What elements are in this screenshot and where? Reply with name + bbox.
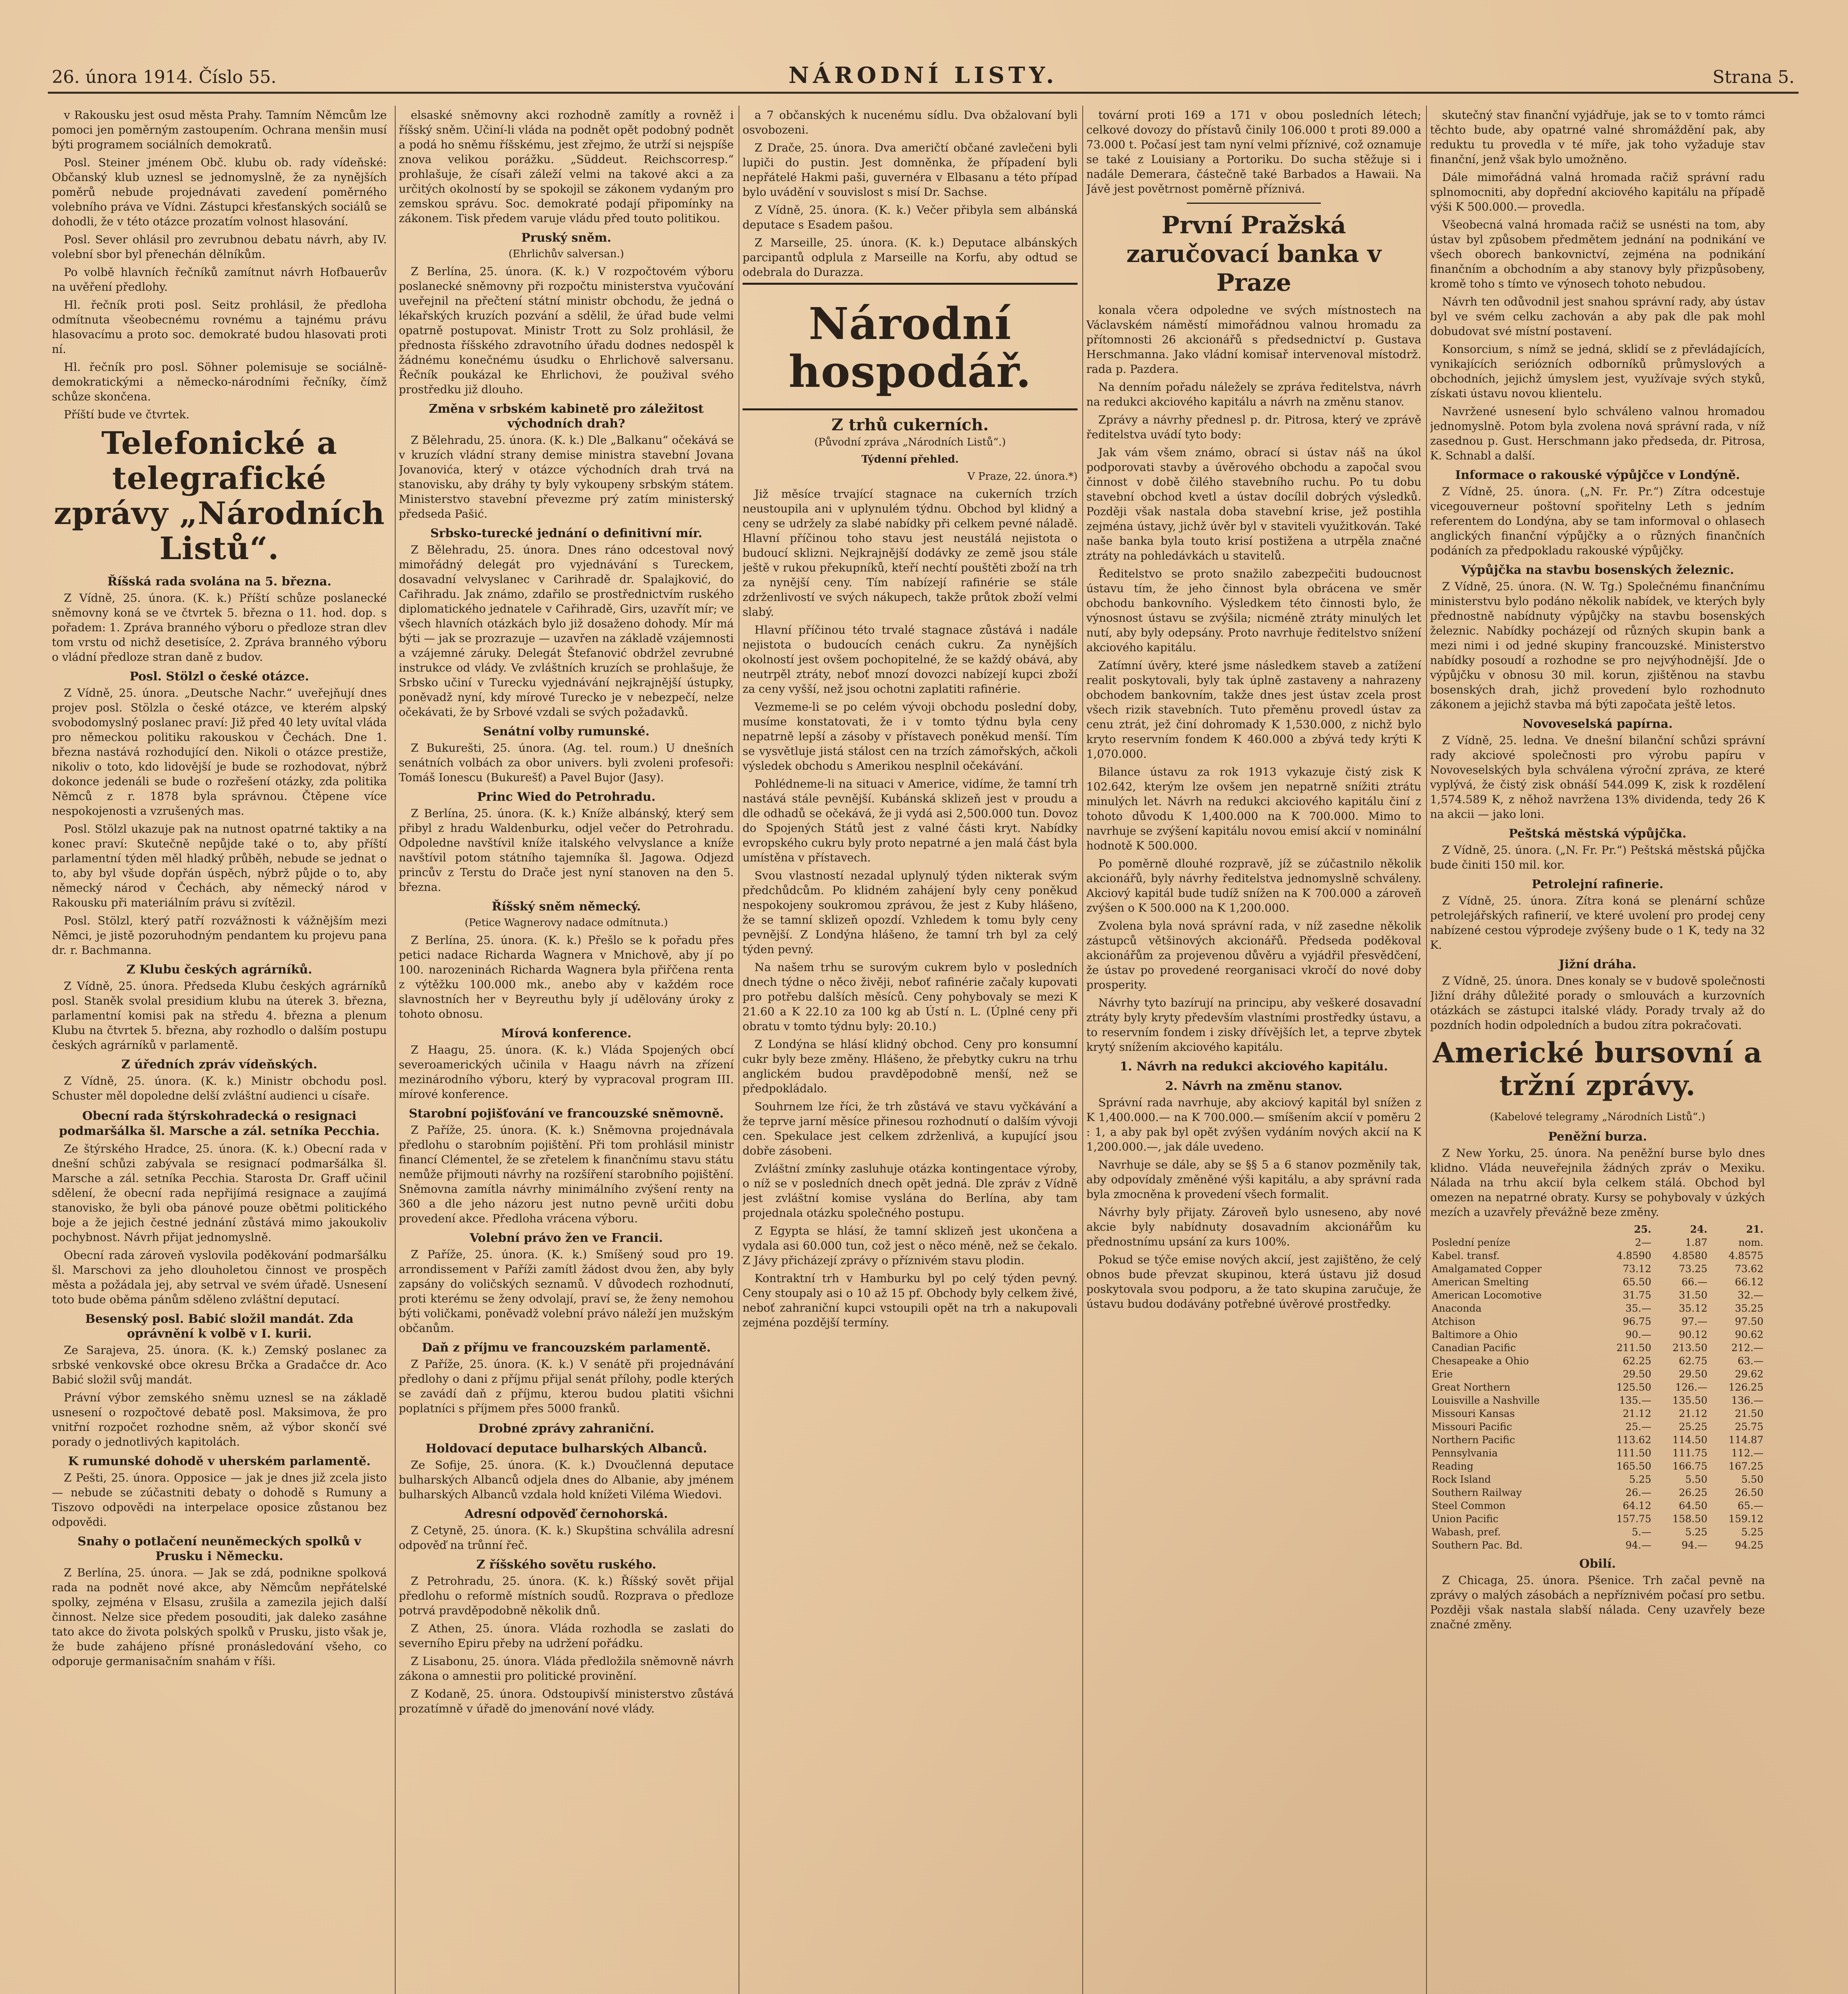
table-row: [1430, 1407, 1765, 1420]
article-text: konala včera odpoledne ve svých místnostech na Václavském náměstí mimořádnou valnou hromadu za přítomnosti 26 akcionářů s předsednictví p. Gustava Herschmanna. Jako vládní komisař intervenoval místodrž. rada p. Pazdera.: [1086, 303, 1421, 376]
table-row: [1430, 1512, 1765, 1525]
article-text: Hl. řečník proti posl. Seitz prohlásil, že předloha odmítnuta všeobecnému rovnému a tajnému právu hlasovacímu a proto soc. demokraté budou hlasovati proti ní.: [52, 298, 387, 356]
article-heading: Senátní volby rumunské.: [483, 725, 650, 739]
section-title-box: [743, 283, 1078, 410]
security-name-cell: American Locomotive: [1432, 1289, 1542, 1301]
article-text: Posl. Stölzl, který patří rozvážnosti k vážnějším mezi Němci, je jistě pozoruhodným pendantem ku projevu pana dr. r. Bachmanna.: [52, 914, 387, 957]
article-text: Z Petrohradu, 25. února. (K. k.) Říšský sovět přijal předlohu o reformě místních soudů. Rozprava o předloze potrvá pravděpodobně několik dnů.: [399, 1574, 734, 1617]
quote-cell: 21.12: [1679, 1408, 1708, 1419]
quote-cell: 73.12: [1623, 1263, 1651, 1275]
article-heading: Volební právo žen ve Francii.: [469, 1231, 663, 1245]
quote-cell: 94.—: [1681, 1539, 1708, 1551]
section-title-economy: Národní hospodář.: [788, 298, 1032, 397]
article-heading: Z úředních zpráv vídeňských.: [121, 1058, 317, 1072]
table-row: [1430, 1367, 1765, 1381]
table-header-cell: 21.: [1746, 1224, 1763, 1235]
quote-cell: 213.50: [1672, 1342, 1708, 1354]
column-1: [52, 108, 387, 1994]
quote-cell: 1.87: [1685, 1237, 1708, 1248]
quote-cell: 135.—: [1619, 1395, 1651, 1406]
quote-cell: 111.75: [1672, 1447, 1708, 1459]
quote-cell: 5.50: [1741, 1474, 1763, 1485]
quote-cell: 35.—: [1625, 1302, 1651, 1314]
security-name-cell: Reading: [1432, 1460, 1474, 1472]
article-text: Z Kodaně, 25. února. Odstoupivší ministerstvo zůstává prozatímně v úřadě do jmenování nové vlády.: [399, 1687, 734, 1715]
article-text: elsaské sněmovny akci rozhodně zamítly a rovněž i říšský sněm. Učiní-li vláda na podnět opět podobný podnět a podá ho sněmu říšskému, jest zřejmo, že utrží si nejspíše znova velikou porážku. „Süddeut. Reichscorresp.“ prohlašuje, že císaři záleží velmi na takové akci a za určitých okolností by se spokojil se zákonem vydaným pro zemskou správu. Soc. demokraté podají připomínky na zákonem. Tisk předem varuje vládu před touto politikou.: [399, 108, 734, 225]
page-number: Strana 5.: [1712, 67, 1795, 87]
article-text: Zprávy a návrhy přednesl p. dr. Pitrosa, který ve zprávě ředitelstva uvádí tyto body:: [1086, 413, 1421, 441]
quote-cell: 62.75: [1679, 1355, 1708, 1367]
quote-cell: 35.25: [1735, 1302, 1763, 1314]
article-heading: Besenský posl. Babić složil mandát. Zda oprávnění k volbě v I. kurii.: [85, 1312, 354, 1341]
security-name-cell: Union Pacific: [1432, 1513, 1499, 1525]
article-text: Z Londýna se hlásí klidný obchod. Ceny pro konsumní cukr byly beze změny. Hlášeno, že přebytky cukru na trhu anglickém budou pravděpodobně menší, než se předpokládalo.: [743, 1038, 1078, 1095]
article-text: Navrhuje se dále, aby se §§ 5 a 6 stanov pozměnily tak, aby odpovídaly změněné výši kapitálu, a aby správní rada byla zmocněna k provedení všech formalit.: [1086, 1158, 1421, 1201]
article-heading: Srbsko-turecké jednání o definitivní mír.: [430, 526, 703, 540]
stock-quotes-table: [1430, 1223, 1765, 1552]
page-header: [48, 60, 1799, 94]
article-text: Z Egypta se hlásí, že tamní sklizeň jest ukončena a vydala asi 60.000 tun, což jest o něco méně, než se čekalo. Z Jávy přicházejí zprávy o příznivém stavu plodin.: [743, 1224, 1078, 1267]
security-name-cell: Anaconda: [1432, 1302, 1482, 1314]
article-text: Dále mimořádná valná hromada račiž správní radu splnomocniti, aby dopřední akciového kapitálu na případě výši K 500.000.— provedla.: [1430, 171, 1765, 213]
article-heading: Peněžní burza.: [1548, 1130, 1647, 1144]
quote-cell: 97.50: [1735, 1316, 1763, 1327]
article-text: Z Cetyně, 25. února. (K. k.) Skupština schválila adresní odpověď na trůnní řeč.: [399, 1524, 734, 1552]
security-name-cell: Baltimore a Ohio: [1432, 1329, 1518, 1340]
quote-cell: 135.50: [1672, 1395, 1708, 1406]
section-title-american: Americké bursovní a tržní zprávy.: [1432, 1036, 1763, 1102]
security-name-cell: Northern Pacific: [1432, 1434, 1515, 1446]
issue-date: 26. února 1914. Číslo 55.: [52, 67, 277, 87]
article-heading: Obecní rada štýrskohradecká o resignaci podmaršálka šl. Marsche a zál. setníka Pecchia.: [59, 1109, 380, 1138]
article-text: Již měsíce trvající stagnace na cukerních trzích neustoupila ani v uplynulém týdnu. Obchod byl klidný a ceny se udržely za slabé nabídky při celkem pevné náladě. Hlavní příčinou toho stavu jest neustálá nejistota o budoucí sklizni. Nejkrajnější dodávky ze země jsou stále ještě v rukou překupníků, kteří nechtí pouštěti zboží na trh za nynější ceny. Tím nabízejí rafinérie se stále zdrženlivostí ve svých nákupech, takže průtok zboží velmi slabý.: [743, 487, 1078, 619]
article-text: tovární proti 169 a 171 v obou posledních létech; celkové dovozy do přístavů činily 106.000 t proti 89.000 a 73.000 t. Počasí jest tam nyní velmi příznivé, což oznamuje se také z Louisiany a Portoriku. Do sucha stěžuje si i nadále Demerara, částečně také Barbados a Hawaii. Na Jávě jest povětrnost poměrně příznivá.: [1086, 108, 1421, 195]
article-text: Z Vídně, 25. února. (K. k.) Příští schůze poslanecké sněmovny koná se ve čtvrtek 5. března o 11. hod. dop. s pořadem: 1. Zpráva branného výboru o předloze stran dlev tom vrstu od nichž desetisíce, 2. Zpráva branného výboru o vládní předloze stran daně z budov.: [52, 591, 387, 664]
security-name-cell: Atchison: [1432, 1316, 1476, 1327]
column-rule: [1082, 106, 1083, 1994]
quote-cell: 64.12: [1623, 1500, 1651, 1511]
security-name-cell: Missouri Pacific: [1432, 1421, 1512, 1432]
article-subheading: (Kabelové telegramy „Národních Listů“.): [1489, 1111, 1706, 1123]
article-heading: Informace o rakouské výpůjčce v Londýně.: [1455, 468, 1740, 482]
article-heading: Z říšského sovětu ruského.: [476, 1558, 656, 1572]
table-body: [1430, 1236, 1765, 1552]
article-text: Z Berlína, 25. února. (K. k.) Přešlo se k pořadu přes petici nadace Richarda Wagnera v Mnichově, aby jí po 100. narozeninách Richarda Wagnera byla přiřčena renta z výtěžku 100.000 mk., anebo aby v každém roce slavnostních her v Beyreuthu byly jí udělovány úroky z tohoto obnosu.: [399, 934, 734, 1021]
quote-cell: 4.8580: [1672, 1250, 1708, 1261]
article-heading: Peštská městská výpůjčka.: [1509, 827, 1686, 841]
table-row: [1430, 1249, 1765, 1262]
article-heading: Posl. Stölzl o české otázce.: [130, 670, 309, 684]
quote-cell: 21.50: [1735, 1408, 1763, 1419]
quote-cell: 63.—: [1738, 1355, 1763, 1367]
quote-cell: 25.25: [1679, 1421, 1708, 1432]
table-row: [1430, 1262, 1765, 1275]
article-heading: Z trhů cukerních.: [831, 416, 989, 434]
quote-cell: 62.25: [1623, 1355, 1651, 1367]
column-3: [743, 108, 1078, 1994]
article-text: Z Bukurešti, 25. února. (Ag. tel. roum.) U dnešních senátních volbách za obor univers. byli zvoleni profesoři: Tomáš Ionescu (Bukurešť) a Pavel Bujor (Jasy).: [399, 741, 734, 784]
table-row: [1430, 1486, 1765, 1499]
dateline: V Praze, 22. února.*): [967, 471, 1078, 483]
article-heading: 1. Návrh na redukci akciového kapitálu.: [1119, 1060, 1388, 1074]
table-row: [1430, 1381, 1765, 1394]
article-text: Na denním pořadu náležely se zpráva ředitelstva, návrh na redukci akciového kapitálu a návrh na změnu stanov.: [1086, 380, 1421, 408]
table-row: [1430, 1275, 1765, 1289]
quote-cell: 66.12: [1735, 1276, 1763, 1288]
article-text: Z Vídně, 25. února. („N. Fr. Pr.“) Zítra odcestuje vicegouverneur poštovní spořitelny Leth s jedním referentem do Londýna, aby se tam informoval o ohlasech anglických finanční výpůjčky a o různých finančních podáních za předpokladu rakouské výpůjčky.: [1430, 485, 1765, 557]
quote-cell: 167.25: [1728, 1460, 1763, 1472]
security-name-cell: Erie: [1432, 1368, 1453, 1380]
article-text: Svou vlastností nezadal uplynulý týden nikterak svým předchůdcům. Po klidném zahájení byly ceny poněkud nespokojeny soukromou zprávou, že jest z Kuby hlášeno, že se tamní sklizeň opozdí. Vzhledem k tomu byly ceny pevnější. Z Londýna hlášeno, že tamní trh byl za celý týden pevný.: [743, 869, 1078, 956]
article-text: Návrh ten odůvodnil jest snahou správní rady, aby ústav byl ve svém celku zachován a aby pak dle pak mohl dobudovat své místní postavení.: [1430, 295, 1765, 338]
article-text: Příští bude ve čtvrtek.: [64, 408, 190, 421]
article-text: Zatímní úvěry, které jsme následkem staveb a zatížení realit poskytovali, byly tak úplně zastaveny a nahrazeny obchodem bankovním, takže dnes jest ústav zcela prost všech rizik stavebních. Tuto přeměnu provedl ústav za cenu ztrát, jež činí dohromady K 1,530.000, z nichž bylo kryto reservním fondem K 460.000 a zbývá tedy krýti K 1,070.000.: [1086, 659, 1421, 761]
table-row: [1430, 1315, 1765, 1328]
article-text: Z Vídně, 25. února. („N. Fr. Pr.“) Peštská městská půjčka bude činiti 150 mil. kor.: [1430, 843, 1765, 871]
quote-cell: 5.25: [1685, 1526, 1708, 1538]
security-name-cell: Poslední peníze: [1432, 1237, 1511, 1248]
article-text: Z Berlína, 25. února. — Jak se zdá, podnikne spolková rada na podnět nové akce, aby Němcům nepřátelské spolky, zejména v Elsasu, zrušila a zamezila jejich další činnost. Nelze sice předem posouditi, jak daleko zasáhne tato akce do života polských spolků v Prusku, jisto však je, že bude zahájeno přísné pronásledování všeho, co odporuje germanisačním snahám v říši.: [52, 1566, 387, 1668]
quote-cell: nom.: [1738, 1237, 1763, 1248]
article-heading: Mírová konference.: [501, 1027, 632, 1040]
table-header-cell: [1430, 1223, 1597, 1236]
quote-cell: 157.75: [1616, 1513, 1651, 1525]
quote-cell: 111.50: [1616, 1447, 1651, 1459]
quote-cell: 90.—: [1625, 1329, 1651, 1340]
article-heading: Drobné zprávy zahraniční.: [478, 1422, 654, 1436]
article-text: Jak vám všem známo, obrací si ústav náš na úkol podporovati stavby a úvěrového obchodu a započal svou činnost v době čilého stavebního ruchu. Po tu dobu stavební obchod kvetl a ústav docílil dobrých výsledků. Později však nastala doba stavební krise, jež postihla zejména ústavy, jichž úvěr byl v staviteli využitkován. Také naše banka byla touto krisí postižena a utrpěla značné ztráty na pohledávkách u stavitelů.: [1086, 446, 1421, 562]
quote-cell: 166.75: [1672, 1460, 1708, 1472]
article-text: Z Vídně, 25. února. „Deutsche Nachr.“ uveřejňují dnes projev posl. Stölzla o české otázce, ve kterém alpský svobodomyslný poslanec praví: Již před 40 lety uvítal vláda pro německou politiku rakouskou v Čechách. Dne 1. března nastává rozhodující den. Nikoli o otázce prestiže, nikoliv o toto, kdo lidovější je bude se rozhodovat, nýbrž dokonce jedenáli se bude o rozřešení otázky, zda politika Němců z r. 1878 byla správnou. Čtěpene více nespokojenosti a vzrušených mas.: [52, 686, 387, 818]
quote-cell: 26.—: [1625, 1487, 1651, 1498]
article-subheading: Týdenní přehled.: [861, 453, 959, 465]
table-row: [1430, 1354, 1765, 1367]
article-text: Z Paříže, 25. února. (K. k.) V senátě při projednávání předlohy o dani z příjmu přijal senát přílohy, podle kterých se zavádí daň z příjmu, kterou budou platiti všichni poplatníci s příjmem přes 5000 franků.: [399, 1358, 734, 1415]
article-subheading: (Ehrlichův salversan.): [508, 248, 624, 260]
quote-cell: 212.—: [1731, 1342, 1763, 1354]
article-text: Z Vídně, 25. února. Předseda Klubu českých agrárníků posl. Staněk svolal presidium klubu na úterek 3. března, parlamentní komisi pak na středu 4. března a plenum Klubu na čtvrtek 5. března, aby rozhodlo o dalším postupu českých agrárníků v parlamentě.: [52, 979, 387, 1052]
article-heading: Starobní pojišťování ve francouzské sněmovně.: [409, 1107, 724, 1121]
security-name-cell: Pennsylvania: [1432, 1447, 1498, 1459]
quote-cell: 94.—: [1625, 1539, 1651, 1551]
table-row: [1430, 1539, 1765, 1552]
article-text: Konsorcium, s nímž se jedná, sklidí se z převládajících, vynikajících seriózních odborníků průmyslových a obchodních, jejichž úmyslem jest, využívaje svých styků, získati ústavu novou klientelu.: [1430, 343, 1765, 400]
article-text: Z Pešti, 25. února. Opposice — jak je dnes již zcela jisto — nebude se zúčastniti debaty o dohodě s Rumuny a Tiszovo odpovědi na interpelace oposice zůstanou bez odpovědi.: [52, 1471, 387, 1529]
article-title-bank: První Pražská zaručovací banka v Praze: [1126, 211, 1381, 297]
article-text: Posl. Stölzl ukazuje pak na nutnost opatrné taktiky a na konec praví: Skutečně nepůjde také o to, aby příští parlamentní týden měl hladký průběh, nebude se jednat o to, aby byl všude dopřán úspěch, nýbrž půjde o to, aby německý národ v Čechách, aby německý národ v Rakousku při materiálním právu si zvítězil.: [52, 822, 387, 909]
quote-cell: 64.50: [1679, 1500, 1708, 1511]
column-rule: [1426, 106, 1427, 1994]
quote-cell: 65.—: [1738, 1500, 1763, 1511]
quote-cell: 26.50: [1735, 1487, 1763, 1498]
article-heading: Snahy o potlačení neuněmeckých spolků v Prusku i Německu.: [77, 1535, 361, 1563]
column-4: [1086, 108, 1421, 1994]
quote-cell: 158.50: [1672, 1513, 1708, 1525]
article-text: Posl. Sever ohlásil pro zevrubnou debatu návrh, aby IV. volební sbor byl přenechán dělníkům.: [52, 233, 387, 261]
article-text: Navržené usnesení bylo schváleno valnou hromadou jednomyslně. Potom byla zvolena nová správní rada, v níž zasednou p. Gust. Herschmann jako předseda, dr. Pitrosa, K. Schnabl a další.: [1430, 405, 1765, 462]
table-row: [1430, 1446, 1765, 1460]
quote-cell: 125.50: [1616, 1381, 1651, 1393]
security-name-cell: Canadian Pacific: [1432, 1342, 1516, 1354]
security-name-cell: American Smelting: [1432, 1276, 1529, 1288]
column-2: [399, 108, 734, 1994]
article-subheading: (Původní zpráva „Národních Listů“.): [814, 436, 1006, 448]
quote-cell: 5.—: [1631, 1526, 1651, 1538]
table-row: [1430, 1289, 1765, 1302]
article-text: Z Vídně, 25. února. Dnes konaly se v budově společnosti Jižní dráhy důležité porady o smlouvách a kurzovních otázkách se zástupci italské vlády. Porady trvaly až do pozdních hodin odpoledních a budou zítra pokračovati.: [1430, 974, 1765, 1032]
quote-cell: 94.25: [1735, 1539, 1763, 1551]
article-text: v Rakousku jest osud města Prahy. Tamním Němcům lze pomoci jen poměrným zastoupením. Ochrana menšin musí býti programem sociálních demokratů.: [52, 108, 387, 151]
article-heading: K rumunské dohodě v uherském parlamentě.: [68, 1454, 371, 1468]
quote-cell: 25.75: [1735, 1421, 1763, 1432]
article-text: Z Paříže, 25. února. (K. k.) Smíšený soud pro 19. arrondissement v Paříži zamítl žádost dvou žen, aby byly zapsány do voličských seznamů. V důvodech rozhodnutí, proti kterému se ženy odvolají, praví se, že ženy nemohou býti voličkami, poněvadž volební právo náleží jen mužským občanům.: [399, 1248, 734, 1335]
column-rule: [395, 106, 396, 1994]
table-row: [1430, 1236, 1765, 1249]
security-name-cell: Chesapeake a Ohio: [1432, 1355, 1529, 1367]
quote-cell: 65.50: [1623, 1276, 1651, 1288]
article-text: Posl. Steiner jménem Obč. klubu ob. rady vídeňské: Občanský klub uznesl se jednomyslně, že za nynějších poměrů nebude projednávati zavedení poměrného volebního práva ve Vídni. Zástupci křesťanských sociálů se dohodli, že v této otázce prozatím volnost hlasování.: [52, 156, 387, 228]
article-text: Z Berlína, 25. února. (K. k.) V rozpočtovém výboru poslanecké sněmovny při rozpočtu ministerstva vyučování uveřejnil na přečtení státní ministr obchodu, že jedná o lékařských kruzích pozvání a sdělil, že úřad bude velmi opatrně postupovat. Ministr Trott zu Solz prohlásil, že přednosta říšského zdravotního úřadu dodnes nedospěl k žádnému konečnému úsudku o Ehrlichově salversanu. Řečník poukázal ke Ehrlichovi, že použival svého prostředku již dlouho.: [399, 265, 734, 396]
quote-cell: 97.—: [1681, 1316, 1708, 1327]
article-text: Z Haagu, 25. února. (K. k.) Vláda Spojených obcí severoamerických učinila v Haagu návrh na zřízení mezinárodního výboru, který by vypracoval program III. mírové konference.: [399, 1043, 734, 1101]
quote-cell: 21.12: [1623, 1408, 1651, 1419]
security-name-cell: Amalgamated Copper: [1432, 1263, 1542, 1275]
quote-cell: 2—: [1635, 1237, 1651, 1248]
article-text: Hlavní příčinou této trvalé stagnace zůstává i nadále nejistota o budoucích cenách cukru. Za nynějších okolností jest ovšem pochopitelné, že se každý obává, aby neutrpěl ztráty, neboť mnozí dovozci nabízejí kupci zboží za ceny vyšší, než jsou ochotni zaplatiti rafinérie.: [743, 623, 1078, 696]
quote-cell: 114.50: [1672, 1434, 1708, 1446]
article-heading: Obilí.: [1579, 1557, 1616, 1571]
quote-cell: 96.75: [1623, 1316, 1651, 1327]
article-text: Návrhy byly přijaty. Zároveň bylo usneseno, aby nové akcie byly nabídnuty dosavadním akcionářům ku přednostnímu upsání za kurs 100%.: [1086, 1206, 1421, 1248]
article-heading: Říšská rada svolána na 5. března.: [107, 575, 331, 589]
article-heading: Novoveselská papírna.: [1522, 717, 1673, 731]
table-row: [1430, 1473, 1765, 1486]
article-text: Z Chicaga, 25. února. Pšenice. Trh začal pevně na zprávy o malých zásobách a nepříznivém počasí pro setbu. Později však nastala slabší nálada. Ceny uzavřely beze značné změny.: [1430, 1574, 1765, 1631]
quote-cell: 35.12: [1679, 1302, 1708, 1314]
article-heading: Říšský sněm německý.: [492, 900, 641, 914]
article-text: Pohlédneme-li na situaci v Americe, vidíme, že tamní trh nastává stále pevnější. Kubánská sklizeň jest v proudu a dle odhadů se očekává, že ji vydá asi 2,500.000 tun. Dovoz do Spojených Států jest z valné části kryt. Nabídky evropského cukru byly proto nepatrné a jen malá část byla umístěna v přístavech.: [743, 777, 1078, 864]
quote-cell: 29.50: [1679, 1368, 1708, 1380]
article-heading: Adresní odpověď černohorská.: [465, 1507, 668, 1521]
article-text: Z Paříže, 25. února. (K. k.) Sněmovna projednávala předlohu o starobním pojištění. Při tom prohlásil ministr financí Clémentel, že se zřetelem k finančnímu stavu státu nemůže přijmouti návrhy na rozšíření starobního pojištění. Sněmovna zamítla návrhy minimálního zvýšení renty na 360 a dle jeho názoru jest nutno pevně určiti dobu provedení akce. Předloha vrácena výboru.: [399, 1123, 734, 1225]
article-heading: Holdovací deputace bulharských Albanců.: [426, 1442, 707, 1456]
article-heading: Jižní dráha.: [1558, 958, 1637, 971]
quote-cell: 31.75: [1623, 1289, 1651, 1301]
security-name-cell: Louisville a Nashville: [1432, 1395, 1540, 1406]
article-text: Zvolena byla nová správní rada, v níž zasedne několik zástupců většinových akcionářů. Předseda poděkoval akcionářům za projevenou důvěru a vyjádřil přesvědčení, že ústav po provedené reorganisaci vkročí do nové doby prosperity.: [1086, 919, 1421, 991]
article-text: Z Bělehradu, 25. února. Dnes ráno odcestoval nový mimořádný delegát pro vyjednávání s Tureckem, dosavadní velvyslanec v Carihradě dr. Spalajković, do Cařihradu. Jak známo, zdařilo se prostřednictvím ruského diplomatického jednatele v Cařihradě, Girs, uzavřít mír; ve všech hlavních otázkách bylo již dosaženo dohody. Mír má býti — jak se prozrazuje — uzavřen na základě vzájemnosti a vzájemné záruky. Delegát Štefanović obdržel zevrubné instrukce od vlády. Ve zvláštních kruzích se prohlašuje, že Srbsko učiní v Turecku vyjednávání nejkrajnější ústupky, poněvadž nyní, kdy mírové Turecko je v nebezpečí, nelze očekávati, že by Srbové vzdali se svých požadavků.: [399, 543, 734, 719]
article-text: Zvláštní zmínky zasluhuje otázka kontingentace výroby, o níž se v posledních dnech opět jedná. Dle zpráv z Vídně jest zvláštní komise vyslána do Berlína, aby tam projednala otázku společného postupu.: [743, 1162, 1078, 1220]
article-text: Z Marseille, 25. února. (K. k.) Deputace albánských parcipantů odplula z Marseille na Korfu, aby odtud se odebrala do Durazza.: [743, 236, 1078, 279]
table-row: [1430, 1341, 1765, 1354]
quote-cell: 126.—: [1675, 1381, 1708, 1393]
article-text: Po volbě hlavních řečníků zamítnut návrh Hofbauerův na uvěření předlohy.: [52, 266, 387, 294]
security-name-cell: Great Northern: [1432, 1381, 1511, 1393]
quote-cell: 114.87: [1728, 1434, 1763, 1446]
divider: [1187, 203, 1321, 204]
quote-cell: 159.12: [1728, 1513, 1763, 1525]
article-text: Z Drače, 25. února. Dva američtí občané zavlečeni byli lupiči do pustin. Jest domněnka, že případení byli nepřátelé Hakmi paši, guvernéra v Elbasanu a této případ bylo uvádění v souvislost s misí Dr. Sachse.: [743, 141, 1078, 199]
article-subheading: (Petice Wagnerovy nadace odmítnuta.): [465, 917, 668, 929]
table-row: [1430, 1420, 1765, 1433]
quote-cell: 126.25: [1728, 1381, 1763, 1393]
quote-cell: 73.62: [1735, 1263, 1763, 1275]
quote-cell: 112.—: [1731, 1447, 1763, 1459]
quote-cell: 4.8590: [1616, 1250, 1651, 1261]
table-header-cell: 24.: [1690, 1224, 1708, 1235]
quote-cell: 29.62: [1735, 1368, 1763, 1380]
quote-cell: 165.50: [1616, 1460, 1651, 1472]
quote-cell: 211.50: [1616, 1342, 1651, 1354]
quote-cell: 73.25: [1679, 1263, 1708, 1275]
article-text: Ze Sarajeva, 25. února. (K. k.) Zemský poslanec za srbské venkovské obce okresu Brčka a Gradačce dr. Aco Babić složil svůj mandát.: [52, 1344, 387, 1386]
article-heading: Pruský sněm.: [521, 231, 611, 245]
column-5: [1430, 108, 1765, 1994]
quote-cell: 5.25: [1741, 1526, 1763, 1538]
article-text: Z Vídně, 25. února. (K. k.) Večer přibyla sem albánská deputace s Esadem pašou.: [743, 203, 1078, 231]
quote-cell: 26.25: [1679, 1487, 1708, 1498]
article-text: Obecní rada zároveň vyslovila poděkování podmaršálku šl. Marschovi za jeho dlouholetou činnost ve prospěch města a požádala jej, aby setrval ve svém úřadě. Usnesení toto bude oběma pánům sděleno zvláštní deputací.: [52, 1249, 387, 1306]
article-text: Bilance ústavu za rok 1913 vykazuje čistý zisk K 102.642, kterým lze ovšem jen nepatrně snížiti ztrátu minulých let. Návrh na redukci akciového kapitálu činí z tohoto důvodu K 1,400.000 na K 700.000. Mimo to navrhuje se zvýšení kapitálu novou emisí akcií v nominální hodnotě K 500.000.: [1086, 765, 1421, 852]
article-text: Z Lisabonu, 25. února. Vláda předložila sněmovně návrh zákona o amnestii pro politické provinění.: [399, 1655, 734, 1683]
article-text: Pokud se týče emise nových akcií, jest zajištěno, že celý obnos bude převzat skupinou, která ústavu již dosud poskytovala svou podporu, a že tato skupina zaručuje, že ústavu budou dodávány potřebné úvěrové prostředky.: [1086, 1253, 1421, 1310]
quote-cell: 90.12: [1679, 1329, 1708, 1340]
security-name-cell: Wabash, pref.: [1432, 1526, 1501, 1538]
quote-cell: 4.8575: [1728, 1250, 1763, 1261]
quote-cell: 113.62: [1616, 1434, 1651, 1446]
masthead: NÁRODNÍ LISTY.: [788, 62, 1058, 89]
quote-cell: 136.—: [1731, 1395, 1763, 1406]
table-row: [1430, 1394, 1765, 1407]
table-row: [1430, 1433, 1765, 1446]
article-heading: Petrolejní rafinerie.: [1531, 877, 1664, 891]
table-row: [1430, 1460, 1765, 1473]
security-name-cell: Missouri Kansas: [1432, 1408, 1515, 1419]
article-text: Ředitelstvo se proto snažilo zabezpečiti budoucnost ústavu tím, že jeho činnost byla obrácena ve směr obchodu bankovního. Výsledkem této činnosti bylo, že výnosnost ústavu se zvýšila; nicméně ztráty minulých let nutí, aby byly odepsány. Proto navrhuje ředitelstvo snížení akciového kapitálu.: [1086, 567, 1421, 654]
article-heading: Princ Wied do Petrohradu.: [477, 790, 656, 804]
table-row: [1430, 1328, 1765, 1341]
quote-cell: 25.—: [1625, 1421, 1651, 1432]
quote-cell: 31.50: [1679, 1289, 1708, 1301]
article-text: Vezmeme-li se po celém vývoji obchodu poslední doby, musíme konstatovati, že i v tomto týdnu byla ceny nepatrně lepší a zásoby v přístavech poněkud menší. Tím se vysvětluje jistá stálost cen na trzích zámořských, ačkoli výsledek obchodu s Amerikou nesplnil očekávání.: [743, 700, 1078, 772]
article-text: Z Vídně, 25. ledna. Ve dnešní bilanční schůzi správní rady akciové společnosti pro výrobu papíru v Novoveselských byla schválena výroční zpráva, ze které vyplývá, že čistý zisk obnáší 544.099 K, zisk k rozdělení 1,574.589 K, z něhož navržena 13% dividenda, tedy 26 K na akcii — jako loni.: [1430, 734, 1765, 821]
article-text: Z Bělehradu, 25. února. (K. k.) Dle „Balkanu“ očekává se v kruzích vládní strany demise ministra stavební Jovana Jovanovića, který v otázce východních drah trvá na stanovisku, aby dráhy ty byly vykoupeny srbským státem. Ministerstvo stavební převezme prý zatím ministerský předseda Pašić.: [399, 433, 734, 520]
security-name-cell: Southern Railway: [1432, 1487, 1522, 1498]
table-row: [1430, 1525, 1765, 1539]
table-row: [1430, 1302, 1765, 1315]
article-text: Z Vídně, 25. února. Zítra koná se plenární schůze petrolejářských rafinerií, ve které uvolení pro prodej ceny nabízené cestou výprodeje zvýšeny bude o 1 K, tedy na 32 K.: [1430, 894, 1765, 952]
section-title-telegrams: Telefonické a telegrafické zprávy „Národních Listů“.: [53, 425, 385, 567]
quote-cell: 5.50: [1685, 1474, 1708, 1485]
article-heading: Daň z příjmu ve francouzském parlamentě.: [422, 1341, 711, 1355]
article-heading: Změna v srbském kabinetě pro záležitost východních drah?: [429, 402, 704, 431]
article-heading: Z Klubu českých agrárníků.: [126, 963, 312, 977]
article-text: Ze štýrského Hradce, 25. února. (K. k.) Obecní rada v dnešní schůzi zabývala se resignací podmaršálka šl. Marsche a zál. setníka Pecchia. Starosta Dr. Graff učinil sdělení, že obecní rada nepřijímá resignace a zaujímá stanovisko, že byli oba pánové pouze obětmi politického boje a že jejich čestné jednání zůstává mimo jakoukoliv pochybnost. Návrh přijat jednomyslně.: [52, 1142, 387, 1244]
article-text: Z Vídně, 25. února. (N. W. Tg.) Společnému finančnímu ministerstvu bylo podáno několik nabídek, ve kterých byly přednostně nabídnuty výpůjčky na stavbu bosenských železnic. Nabídky pocházejí od různých skupin bank a mezi nimi i od jedné skupiny francouzské. Ministerstvo nabídky posoudí a rozhodne se pro nejvýhodnější. Jde o výpůjčku v obnosu 30 mil. korun, zjištěnou na stavbu bosenských drah, jichž provedení bylo rozhodnuto zákonem a jejichž stavba má býti započata ještě letos.: [1430, 580, 1765, 711]
quote-cell: 5.25: [1629, 1474, 1651, 1485]
article-text: Z Berlína, 25. února. (K. k.) Kníže albánský, který sem přibyl z hradu Waldenburku, odjel večer do Petrohradu. Odpoledne navštívil kníže italského velvyslance a kníže navštívil potom státního tajemníka šl. Jagowa. Odjezd princův z Terstu do Drače jest nyní stanoven na den 5. března.: [399, 807, 734, 894]
article-text: Ze Sofije, 25. února. (K. k.) Dvoučlenná deputace bulharských Albanců odjela dnes do Albanie, aby jménem bulharských Albanců vzdala hold knížeti Viléma Wiedovi.: [399, 1458, 734, 1501]
article-text: Souhrnem lze říci, že trh zůstává ve stavu vyčkávání a že teprve jarní měsíce přinesou rozhodnutí o dalším vývoji cen. Spekulace jest celkem zdrženlivá, a kupující jsou dobře zásobeni.: [743, 1100, 1078, 1157]
article-text: Na našem trhu se surovým cukrem bylo v posledních dnech týdne o něco živěji, neboť rafinérie začaly kupovati pro potřebu dalších měsíců. Ceny pohybovaly se mezi K 21.60 a K 22.10 za 100 kg ab Ústí n. L. (Úplné ceny při obratu v tomto týdnu byly: 20.10.): [743, 961, 1078, 1033]
security-name-cell: Steel Common: [1432, 1500, 1506, 1511]
table-row: [1430, 1499, 1765, 1512]
article-heading: 2. Návrh na změnu stanov.: [1165, 1079, 1343, 1093]
article-text: Hl. řečník pro posl. Söhner polemisuje se sociálně-demokratickými a německo-národními řečníky, čímž schůze skončena.: [52, 361, 387, 403]
article-text: Správní rada navrhuje, aby akciový kapitál byl snížen z K 1,400.000.— na K 700.000.— smíšením akcií v poměru 2 : 1, a aby pak byl opět zvýšen vydáním nových akcií na K 1,200.000.—, jak dále uvedeno.: [1086, 1096, 1421, 1153]
security-name-cell: Kabel. transf.: [1432, 1250, 1500, 1261]
article-text: Všeobecná valná hromada račiž se usnésti na tom, aby ústav byl způsobem předmětem jednání na podnikání ve všech oborech bankovnictví, zejména na podnikání finančním a obchodním a aby stanovy byly přizpůsobeny, kromě toho s tímto ve výnosech tohoto nebudou.: [1430, 218, 1765, 290]
article-text: Po poměrně dlouhé rozpravě, jíž se zúčastnilo několik akcionářů, byly návrhy ředitelstva jednomyslně schváleny. Akciový kapitál bude tudíž snížen na K 700.000 a zároveň zvýšen o K 500.000 na K 1,200.000.: [1086, 857, 1421, 914]
article-text: skutečný stav finanční vyjádřuje, jak se to v tomto rámci těchto bude, aby opatrné valné shromáždění pak, aby reduktu tu provedla v té míře, jak toho vyžaduje stav finanční, jenž však bylo umožněno.: [1430, 108, 1765, 166]
security-name-cell: Rock Island: [1432, 1474, 1491, 1485]
article-text: Právní výbor zemského sněmu uznesl se na základě usnesení o rozpočtové debatě posl. Maksimova, že pro vnitřní rozpočet rozhodne sněm, až výbor skončí své porady o jednotlivých kapitolách.: [52, 1391, 387, 1448]
article-text: Z Athen, 25. února. Vláda rozhodla se zaslati do severního Epiru přeby na udržení pořádku.: [399, 1622, 734, 1650]
quote-cell: 90.62: [1735, 1329, 1763, 1340]
article-heading: Výpůjčka na stavbu bosenských železnic.: [1461, 563, 1734, 577]
article-text: Z New Yorku, 25. února. Na peněžní burse bylo dnes klidno. Vláda neuveřejnila žádných zpráv o Mexiku. Nálada na trhu akcií byla celkem stálá. Obchod byl omezen na nepatrné obraty. Kursy se pohybovaly v úzkých mezích a uzavřely převážně beze změny.: [1430, 1147, 1765, 1219]
article-text: Návrhy tyto bazírují na principu, aby veškeré dosavadní ztráty byly kryty především vlastními prostředky ústavu, a to reservním fondem i zisky dřívějších let, a teprve zbytek krytý snížením akciového kapitálu.: [1086, 996, 1421, 1054]
article-text: Z Vídně, 25. února. (K. k.) Ministr obchodu posl. Schuster měl dopoledne delší zvláštní audienci u císaře.: [52, 1074, 387, 1102]
table-header-row: [1430, 1223, 1765, 1236]
quote-cell: 66.—: [1681, 1276, 1708, 1288]
quote-cell: 29.50: [1623, 1368, 1651, 1380]
quote-cell: 32.—: [1738, 1289, 1763, 1301]
article-text: a 7 občanských k nucenému sídlu. Dva obžalovaní byli osvobozeni.: [743, 108, 1078, 136]
table-header-cell: 25.: [1634, 1224, 1651, 1235]
article-text: Kontraktní trh v Hamburku byl po celý týden pevný. Ceny stoupaly asi o 10 až 15 pf. Obchody byly celkem živé, neboť zahraniční kupci vstoupili opět na trh a nakupovali zejména pozdější termíny.: [743, 1272, 1078, 1329]
security-name-cell: Southern Pac. Bd.: [1432, 1539, 1523, 1551]
